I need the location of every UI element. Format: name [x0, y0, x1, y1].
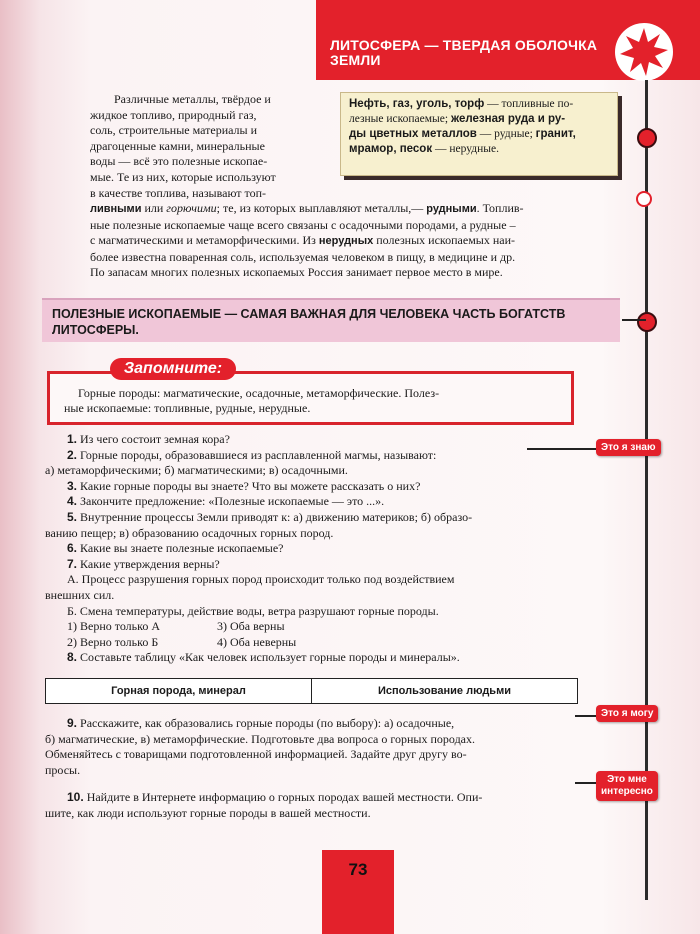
connector-line: [622, 319, 646, 321]
questions-block: 1. Из чего состоит земная кора? 2. Горные породы, образовавшиеся из расплавленной магмы, называют: а) метаморфическими; б) магматическими; в) осадочными. 3. Какие горные породы вы знаете? Что вы можете рассказать о них? 4. Закончите предложение: «Полезные ископаемые — это ...». 5. Внутренние процессы Земли приводят к: а) движению материков; б) образо- ванию пещер; в) образованию осадочных горных пород. 6. Какие вы знаете полезные ископаемые? 7. Какие утверждения верны? А. Процесс разрушения горных пород происходит только под воздействием внешних сил. Б. Смена температуры, действие воды, ветра разрушают горные породы. 1) Верно только А 3) Оба верны 2) Верно только Б 4) Оба неверны 8. Составьте таблицу «Как человек использует горные породы и минералы».: [45, 432, 473, 665]
intro-paragraph-left: Различные металлы, твёрдое и жидкое топливо, природный газ, соль, строительные материалы и драгоценные камни, минеральные воды — всё это полезные ископае- мые. Те из них, которые используют в качестве топлива, называют топ-: [90, 92, 276, 200]
questions-block-3: 10. Найдите в Интернете информацию о горных породах вашей местности. Опи- шите, как люди используют горные породы в вашей местности.: [45, 790, 483, 820]
questions-block-2: 9. Расскажите, как образовались горные породы (по выбору): а) осадочные, б) магматические, в) метаморфические. Подготовьте два вопроса о горных породах. Обменяйтесь с товарищами подготовленной информацией. Задайте друг другу во- просы.: [45, 716, 476, 777]
chapter-title: ЛИТОСФЕРА — ТВЕРДАЯ ОБОЛОЧКА ЗЕМЛИ: [330, 37, 598, 68]
remember-box: Горные породы: магматические, осадочные, метаморфические. Полез- ные ископаемые: топливные, рудные, нерудные.: [47, 371, 574, 425]
badge-interesting: Это мне интересно: [596, 771, 658, 801]
page-number: 73: [348, 860, 368, 879]
timeline-marker: [637, 128, 657, 148]
intro-paragraph-full: ливными или горючими; те, из которых выплавляют металлы,— рудными. Топлив- ные полезные ископаемые чаще всего связаны с осадочными породами, а рудные – с магматическими и метаморфическими. Из нерудных полезных ископаемых наи- более известна поваренная соль, используемая человеком в пищу, в медицине и др. По запасам многих полезных ископаемых Россия занимает первое место в мире.: [90, 201, 524, 280]
timeline-marker: [636, 191, 652, 207]
connector-line: [527, 448, 599, 450]
table-header-cell: Горная порода, минерал: [46, 679, 312, 704]
timeline-marker: [637, 312, 657, 332]
usage-table: [45, 678, 578, 704]
badge-i-know: Это я знаю: [596, 439, 661, 456]
table-header-cell: Использование людьми: [312, 679, 578, 704]
key-statement: ПОЛЕЗНЫЕ ИСКОПАЕМЫЕ — САМАЯ ВАЖНАЯ ДЛЯ ЧЕЛОВЕКА ЧАСТЬ БОГАТСТВ ЛИТОСФЕРЫ.: [42, 298, 620, 342]
remember-tag: Запомните:: [110, 358, 236, 380]
key-minerals-callout: Нефть, газ, уголь, торф — топливные по- лезные ископаемые; железная руда и ру- ды цветных металлов — рудные; гранит, мрамор, песок — нерудные.: [340, 92, 618, 176]
star-burst-icon: [614, 22, 674, 82]
badge-i-can: Это я могу: [596, 705, 658, 722]
